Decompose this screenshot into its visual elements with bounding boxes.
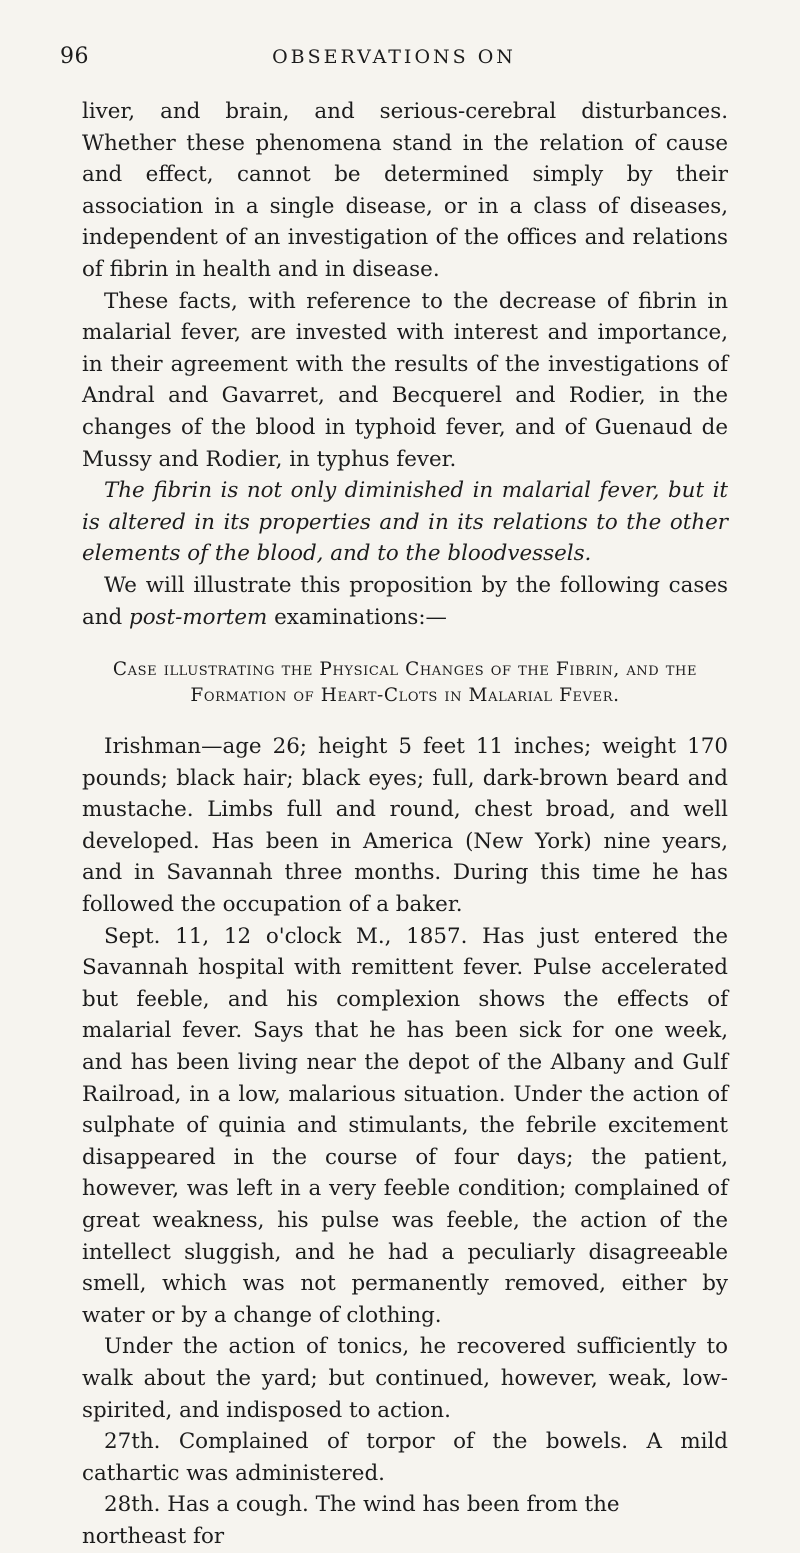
post-mortem-italic: post-mortem [129,604,268,630]
paragraph-3-italic [82,475,728,570]
paragraph-1: liver, and brain, and serious-cerebral disturbances. Whether these phenomena stand in the relation of cause and effect, cannot be determined simply by their association in a single disease, or in a class of diseases, independent of an investigation of the offices and relations of fibrin in health and in disease. [82,99,728,282]
body-text [82,96,728,1553]
paragraph-7: Under the action of tonics, he recovered sufficiently to walk about the yard; but continued, however, weak, low-spirited, and indisposed to action. [82,1334,728,1423]
italic-proposition: The fibrin is not only diminished in malarial fever, but it is altered in its properties and in its relations to the other elements of the blood, and to the bloodvessels. [82,478,728,567]
case-heading [82,657,728,709]
page-header [60,44,728,74]
paragraph-8: 27th. Complained of torpor of the bowels. A mild cathartic was administered. [82,1429,728,1486]
paragraph-2: These facts, with reference to the decrease of fibrin in malarial fever, are invested with interest and importance, in their agreement with the results of the investigations of Andral and Gavarret, and Becquerel and Rodier, in the changes of the blood in typhoid fever, and of Guenaud de Mussy and Rodier, in typhus fever. [82,288,728,472]
paragraph-4-text: We will illustrate this proposition by the following cases and [82,572,728,630]
paragraph-5: Irishman—age 26; height 5 feet 11 inches; weight 170 pounds; black hair; black eyes; full, dark-brown beard and mustache. Limbs full and round, chest broad, and well developed. Has been in America (New York) nine years, and in Savannah three months. During this time he has followed the occupation of a baker. [82,734,728,918]
paragraph-4 [82,570,728,633]
page-number: 96 [60,44,89,69]
paragraph-6: Sept. 11, 12 o'clock M., 1857. Has just entered the Savannah hospital with remittent fever. Pulse accelerated but feeble, and his complexion shows the effects of malarial fever. Says that he has been sick for one week, and has been living near the depot of the Albany and Gulf Railroad, in a low, malarious situation. Under the action of sulphate of quinia and stimulants, the febrile excitement disappeared in the course of four days; the patient, however, was left in a very feeble condition; complained of great weakness, his pulse was feeble, the action of the intellect sluggish, and he had a peculiarly disagreeable smell, which was not permanently removed, either by water or by a change of clothing. [82,923,728,1328]
paragraph-9: 28th. Has a cough. The wind has been from the northeast for [82,1492,620,1549]
case-heading-line-2: Formation of Heart-Clots in Malarial Fever. [190,685,620,707]
paragraph-4-end: examinations:— [267,604,447,630]
running-head: OBSERVATIONS ON [272,46,516,68]
case-heading-line-1: Case illustrating the Physical Changes of the Fibrin, and the [112,659,698,681]
